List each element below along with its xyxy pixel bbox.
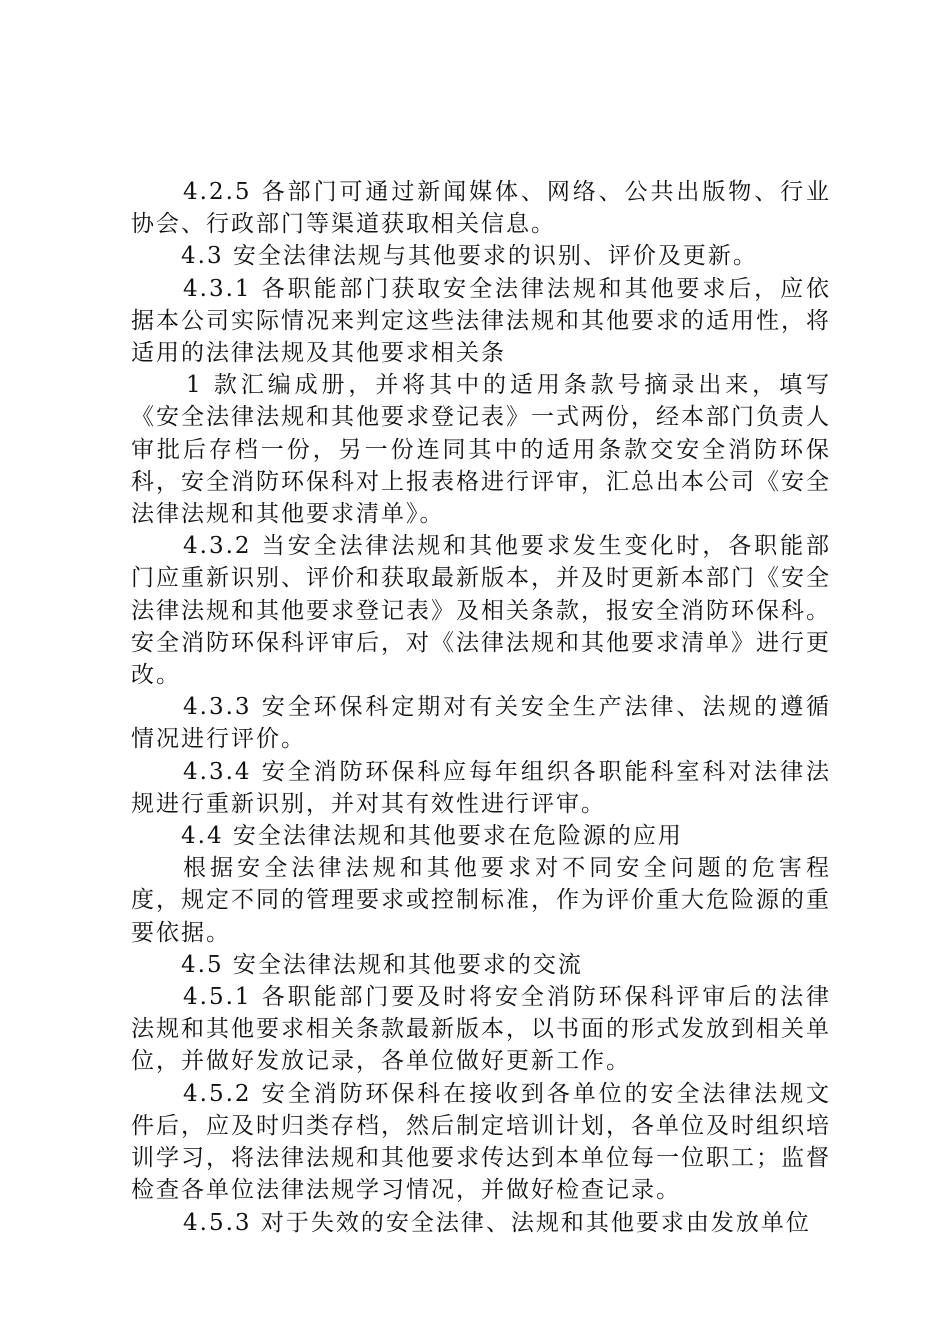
paragraph-4-3-3: 4.3.3 安全环保科定期对有关安全生产法律、法规的遵循情况进行评价。 (131, 694, 831, 753)
paragraph-4-4-body: 根据安全法律法规和其他要求对不同安全问题的危害程度，规定不同的管理要求或控制标准，作为评价重大危险源的重要依据。 (131, 855, 831, 946)
paragraph-4-2-5: 4.2.5 各部门可通过新闻媒体、网络、公共出版物、行业协会、行政部门等渠道获取相关信息。 (131, 179, 831, 238)
paragraph-4-5-3: 4.5.3 对于失效的安全法律、法规和其他要求由发放单位 (183, 1209, 811, 1236)
heading-4-5: 4.5 安全法律法规和其他要求的交流 (181, 951, 583, 978)
paragraph-4-3-2: 4.3.2 当安全法律法规和其他要求发生变化时，各职能部门应重新识别、评价和获取最新版本，并及时更新本部门《安全法律法规和其他要求登记表》及相关条款，报安全消防环保科。安全消防环保科评审后，对《法律法规和其他要求清单》进行更改。 (131, 533, 831, 689)
heading-4-3: 4.3 安全法律法规与其他要求的识别、评价及更新。 (181, 243, 758, 270)
document-body (131, 176, 831, 1239)
paragraph-4-5-1: 4.5.1 各职能部门要及时将安全消防环保科评审后的法律法规和其他要求相关条款最新版本，以书面的形式发放到相关单位，并做好发放记录，各单位做好更新工作。 (131, 984, 831, 1075)
paragraph-4-3-4: 4.3.4 安全消防环保科应每年组织各职能科室科对法律法规进行重新识别，并对其有效性进行评审。 (131, 758, 831, 817)
heading-4-4: 4.4 安全法律法规和其他要求在危险源的应用 (181, 823, 683, 850)
paragraph-4-3-1: 4.3.1 各职能部门获取安全法律法规和其他要求后，应依据本公司实际情况来判定这些法律法规和其他要求的适用性，将适用的法律法规及其他要求相关条 (131, 275, 831, 367)
paragraph-4-5-2: 4.5.2 安全消防环保科在接收到各单位的安全法律法规文件后，应及时归类存档，然后制定培训计划，各单位及时组织培训学习，将法律法规和其他要求传达到本单位每一位职工；监督检查各单位法律法规学习情况，并做好检查记录。 (131, 1080, 831, 1204)
paragraph-4-3-1-continued: 1 款汇编成册，并将其中的适用条款号摘录出来，填写《安全法律法规和其他要求登记表》一式两份，经本部门负责人审批后存档一份，另一份连同其中的适用条款交安全消防环保科，安全消防环保科对上报表格进行评审，汇总出本公司《安全法律法规和其他要求清单》。 (131, 372, 831, 528)
